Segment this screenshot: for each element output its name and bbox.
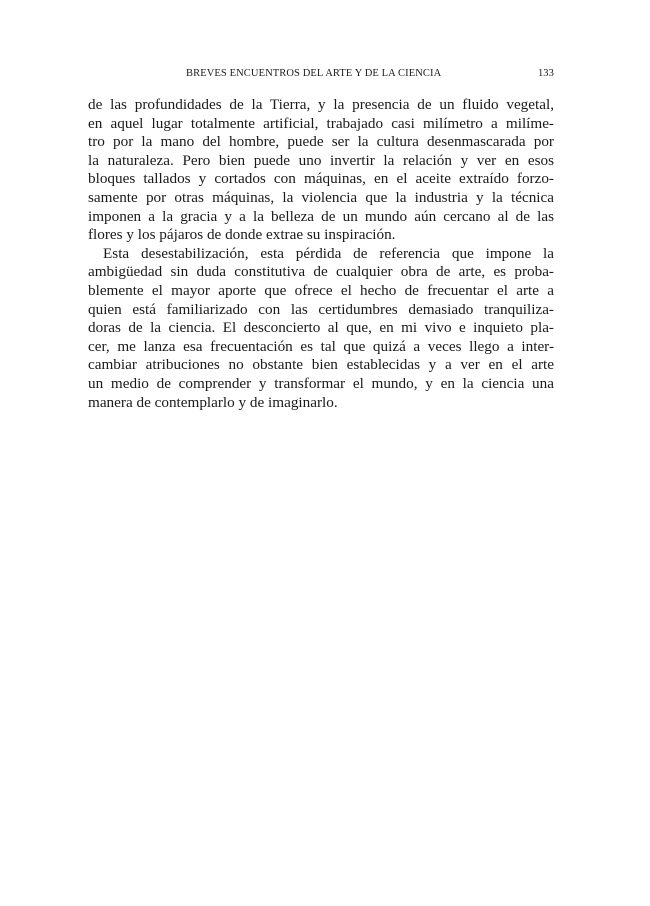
text-line: doras de la ciencia. El desconcierto al que, en mi vivo e inquieto pla-	[88, 319, 554, 337]
text-line: un medio de comprender y transformar el mundo, y en la ciencia una	[88, 374, 554, 392]
running-head	[88, 66, 554, 86]
page-number: 133	[537, 68, 554, 79]
running-title: BREVES ENCUENTROS DEL ARTE Y DE LA CIENCIA	[186, 68, 442, 79]
text-line: Esta desestabilización, esta pérdida de referencia que impone la	[103, 244, 554, 262]
text-line: imponen a la gracia y a la belleza de un mundo aún cercano al de las	[88, 207, 554, 225]
text-line: blemente el mayor aporte que ofrece el hecho de frecuentar el arte a	[88, 281, 554, 299]
text-line: en aquel lugar totalmente artificial, trabajado casi milímetro a milíme-	[88, 114, 554, 132]
text-line: bloques tallados y cortados con máquinas, en el aceite extraído forzo-	[88, 170, 554, 188]
text-line: cambiar atribuciones no obstante bien establecidas y a ver en el arte	[88, 356, 554, 374]
text-line: manera de contemplarlo y de imaginarlo.	[88, 393, 338, 411]
book-page	[88, 66, 554, 412]
text-line: tro por la mano del hombre, puede ser la cultura desenmascarada por	[88, 133, 554, 151]
paragraph-2	[88, 245, 554, 412]
body-text	[88, 96, 554, 412]
paragraph-1	[88, 96, 554, 245]
text-line: ambigüedad sin duda constitutiva de cualquier obra de arte, es proba-	[88, 263, 554, 281]
text-line: samente por otras máquinas, la violencia que la industria y la técnica	[88, 188, 554, 206]
text-line: cer, me lanza esa frecuentación es tal que quizá a veces llego a inter-	[88, 337, 554, 355]
text-line: flores y los pájaros de donde extrae su inspiración.	[88, 226, 396, 244]
text-line: quien está familiarizado con las certidumbres demasiado tranquiliza-	[88, 300, 554, 318]
text-line: la naturaleza. Pero bien puede uno invertir la relación y ver en esos	[88, 151, 554, 169]
text-line: de las profundidades de la Tierra, y la presencia de un fluido vegetal,	[88, 96, 554, 113]
